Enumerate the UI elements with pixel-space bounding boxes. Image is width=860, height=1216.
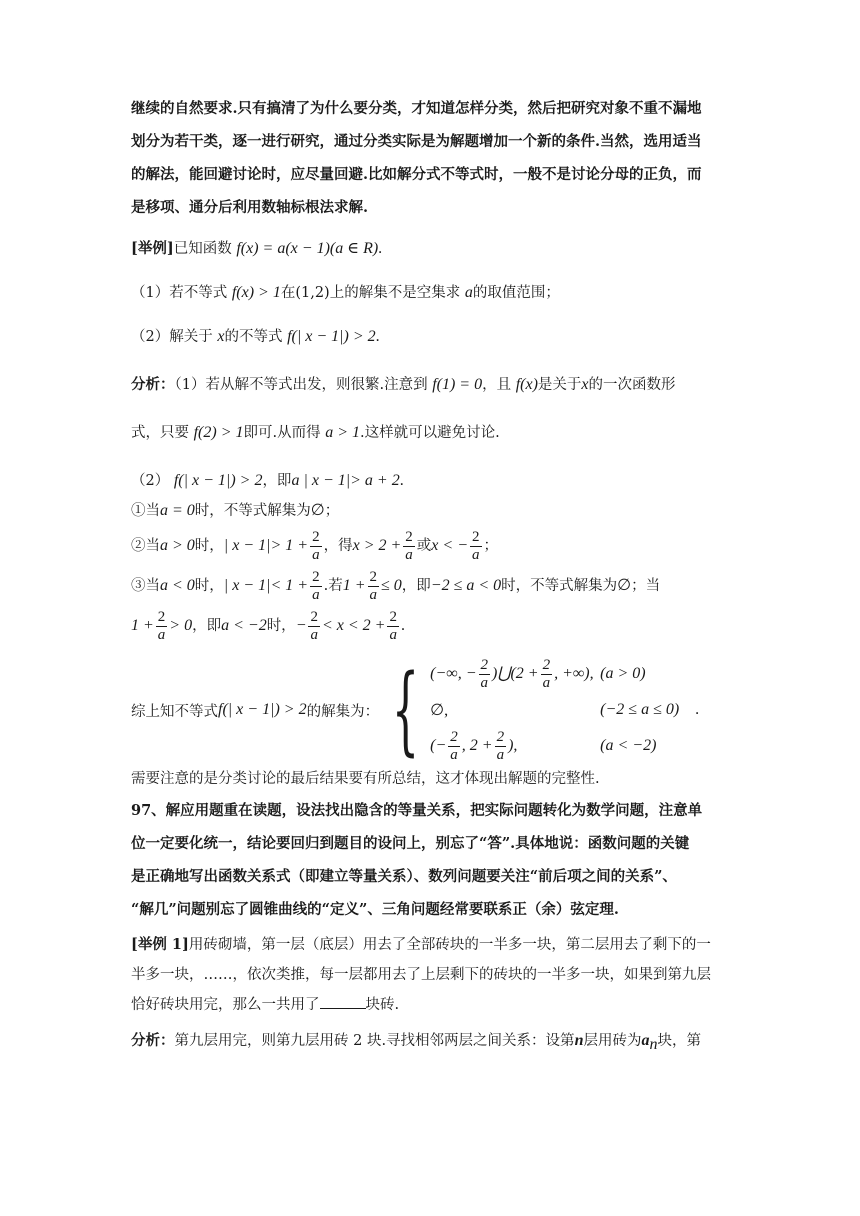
a1-var: x (581, 376, 589, 393)
q1-var: a (464, 284, 473, 301)
case-text: ，得 (323, 538, 353, 554)
case-formula: 1 + (131, 617, 154, 634)
example-tag: [举例] (131, 240, 174, 257)
case-formula: < x < 2 + (321, 617, 386, 634)
q1-formula: f(x) > 1 (231, 284, 281, 301)
case-text: 时，不等式解集为 (501, 578, 618, 594)
a1-text: （1）若从解不等式出发，则很繁.注意到 (174, 377, 428, 393)
piecewise-row (430, 728, 699, 764)
item-97-line: 位一定要化统一，结论要回归到题目的设问上，别忘了“答”.具体地说：函数问题的关键 (131, 835, 690, 852)
a1-formula: f(2) > 1 (193, 424, 244, 441)
a1-formula: f(1) = 0 (432, 376, 483, 393)
example2-line (131, 990, 732, 1020)
case-text: 时，不等式解集为 (194, 503, 311, 519)
intro-line: 继续的自然要求.只有搞清了为什么要分类，才知道怎样分类，然后把研究对象不重不漏地 (131, 100, 702, 117)
item-97-line: 97、解应用题重在读题，设法找出隐含的等量关系，把实际问题转化为数学问题，注意单 (131, 802, 703, 819)
fraction: $\frac{2}{a}$ (480, 656, 488, 691)
fraction: $\frac{2}{a}$ (312, 568, 320, 603)
case-3-line-2: 1 + $\frac{2}{a}$ > 0，即a < −2时，− $\frac{2}{a}$ < x < 2 + $\frac{2}{a}$ . (131, 608, 405, 643)
fraction: $\frac{2}{a}$ (389, 608, 397, 643)
a1-formula: a > 1 (325, 424, 361, 441)
q2-mid: 的不等式 (224, 329, 283, 345)
intro-line: 划分为若干类，逐一进行研究，通过分类实际是为解题增加一个新的条件.当然，选用适当 (131, 133, 702, 150)
a2-formula: f(| x − 1|) > 2 (173, 472, 263, 489)
analysis-var: a (641, 1032, 650, 1049)
piecewise-expr: (− $\frac{2}{a}$ , 2 + $\frac{2}{a}$ ), (430, 728, 518, 763)
fraction: $\frac{2}{a}$ (310, 608, 318, 643)
case-formula: a < −2 (221, 617, 267, 634)
case-formula: > 0 (169, 617, 193, 634)
example-tag: [举例 1] (131, 936, 189, 953)
fraction: $\frac{2}{a}$ (450, 728, 458, 763)
summary-formula: f(| x − 1|) > 2 (218, 701, 307, 718)
case-prefix: ②当 (131, 538, 160, 554)
a1-text: 即可.从而得 (243, 425, 321, 441)
example1-question-2: （2）解关于 x的不等式 f(| x − 1|) > 2. (131, 328, 380, 345)
analysis-label: 分析： (131, 376, 175, 393)
analysis-text: 层用砖为 (583, 1033, 642, 1049)
fraction: $\frac{2}{a}$ (496, 728, 505, 763)
q1-suffix: 的取值范围； (472, 285, 560, 301)
stem-text: 已知函数 (173, 241, 232, 257)
summary-piecewise (131, 656, 732, 764)
analysis-2-line: （2） f(| x − 1|) > 2，即a | x − 1|> a + 2. (131, 472, 404, 489)
case-formula: 1 + (342, 577, 366, 594)
summary-text: 的解集为： (306, 703, 380, 720)
a1-text: 是关于 (537, 377, 582, 393)
case-text: ，即 (192, 618, 222, 634)
stem-formula: f(x) = a(x − 1)(a ∈ R) (236, 240, 379, 257)
fraction: $\frac{2}{a}$ (542, 656, 551, 691)
fraction: $\frac{2}{a}$ (157, 608, 166, 643)
fraction: $\frac{2}{a}$ (369, 568, 377, 603)
case-formula: −2 ≤ a < 0 (430, 577, 502, 594)
intro-paragraph (131, 92, 732, 224)
piecewise-condition: (a > 0) (600, 665, 646, 682)
a1-text: 的一次函数形 (588, 377, 676, 393)
case-text: ，即 (401, 578, 431, 594)
case-text: 或 (416, 538, 432, 554)
intro-line: 的解法，能回避讨论时，应尽量回避.比如解分式不等式时，一般不是讨论分母的正负，而 (131, 166, 702, 183)
a2-prefix: （2） (131, 473, 170, 489)
item-97-line: “解几”问题别忘了圆锥曲线的“定义”、三角问题经常要联系正（余）弦定理. (131, 901, 619, 918)
case-formula: x > 2 + (352, 537, 402, 554)
piecewise-expr: ∅, (430, 702, 449, 719)
summary-prefix: 综上知不等式 (131, 703, 218, 720)
piecewise-rows (430, 656, 699, 764)
case-formula: − (295, 617, 307, 634)
case-formula: ≤ 0 (381, 577, 402, 594)
example2-analysis (131, 1026, 732, 1060)
analysis-var: n (574, 1032, 584, 1049)
item-97-paragraph (131, 794, 732, 926)
a1-text: .这样就可以避免讨论. (360, 425, 500, 441)
example2-text: 块砖. (365, 997, 400, 1013)
piecewise-condition: (a < −2) (600, 737, 657, 754)
case-formula: a = 0 (160, 502, 195, 519)
example2-text: 用砖砌墙，第一层（底层）用去了全部砖块的一半多一块，第二层用去了剩下的一 (188, 937, 711, 953)
intro-line: 是移项、通分后利用数轴标根法求解. (131, 199, 369, 216)
case-text: .若 (323, 578, 343, 594)
q2-var: x (217, 328, 225, 345)
analysis-1-line-2 (131, 418, 732, 448)
example2-text: 恰好砖块用完，那么一共用了 (131, 997, 320, 1013)
analysis-text: 第九层用完，则第九层用砖 2 块.寻找相邻两层之间关系：设第 (174, 1033, 575, 1049)
case-2: ②当a > 0时，| x − 1|> 1 + $\frac{2}{a}$ ，得x > 2 + $\frac{2}{a}$ 或x < − $\frac{2}{a}$ ； (131, 528, 498, 563)
case-formula: | x − 1|< 1 + (223, 577, 309, 594)
answer-blank[interactable] (320, 994, 366, 1009)
fraction: $\frac{2}{a}$ (312, 528, 320, 563)
q1-prefix: （1）若不等式 (131, 285, 228, 301)
a1-text: 式，只要 (131, 425, 189, 441)
item-97-line: 是正确地写出函数关系式（即建立等量关系）、数列问题要关注“前后项之间的关系”、 (131, 868, 677, 885)
case-text: ；当 (631, 578, 661, 594)
case-prefix: ①当 (131, 503, 160, 519)
a2-text: ，即 (262, 473, 292, 489)
example2-line (131, 930, 732, 960)
example2-line: 半多一块，……，依次类推，每一层都用去了上层剩下的砖块的一半多一块，如果到第九层 (131, 967, 711, 983)
empty-set-symbol: ∅ (310, 502, 325, 519)
case-prefix: ③当 (131, 578, 160, 594)
q2-prefix: （2）解关于 (131, 329, 213, 345)
case-text: 时， (194, 578, 224, 594)
q1-mid: 在(1,2)上的解集不是空集求 (280, 285, 461, 301)
case-formula: a > 0 (160, 537, 195, 554)
a2-formula: a | x − 1|> a + 2 (291, 472, 400, 489)
a1-text: ，且 (482, 377, 512, 393)
fraction: $\frac{2}{a}$ (405, 528, 413, 563)
case-formula: | x − 1|> 1 + (223, 537, 309, 554)
note-line: 需要注意的是分类讨论的最后结果要有所总结，这才体现出解题的完整性. (131, 771, 600, 787)
analysis-subscript: n (649, 1035, 658, 1053)
analysis-1-line-1 (131, 370, 732, 400)
left-brace-icon: { (391, 654, 420, 766)
piecewise-row: ∅, (−2 ≤ a ≤ 0) . (430, 701, 700, 719)
fraction: $\frac{2}{a}$ (472, 528, 480, 563)
empty-set-symbol: ∅ (617, 577, 632, 594)
case-formula: a < 0 (160, 577, 195, 594)
case-formula: x < − (431, 537, 468, 554)
case-text: 时， (194, 538, 224, 554)
piecewise-row (430, 656, 699, 692)
case-text: 时， (266, 618, 296, 634)
example1-stem: [举例]已知函数 f(x) = a(x − 1)(a ∈ R). (131, 240, 383, 257)
a1-formula: f(x) (515, 376, 538, 393)
analysis-text: 块，第 (657, 1033, 701, 1049)
piecewise-expr: (−∞, − $\frac{2}{a}$ )⋃(2 + $\frac{2}{a}$ , +∞), (430, 656, 594, 691)
example1-question-1 (131, 278, 732, 308)
q2-formula: f(| x − 1|) > 2 (287, 328, 376, 345)
case-1: ①当a = 0时，不等式解集为∅； (131, 502, 340, 519)
piecewise-condition: (−2 ≤ a ≤ 0) (600, 701, 680, 718)
example2-paragraph (131, 930, 732, 1020)
case-3-line-1 (131, 566, 732, 606)
analysis-label: 分析： (131, 1032, 175, 1049)
